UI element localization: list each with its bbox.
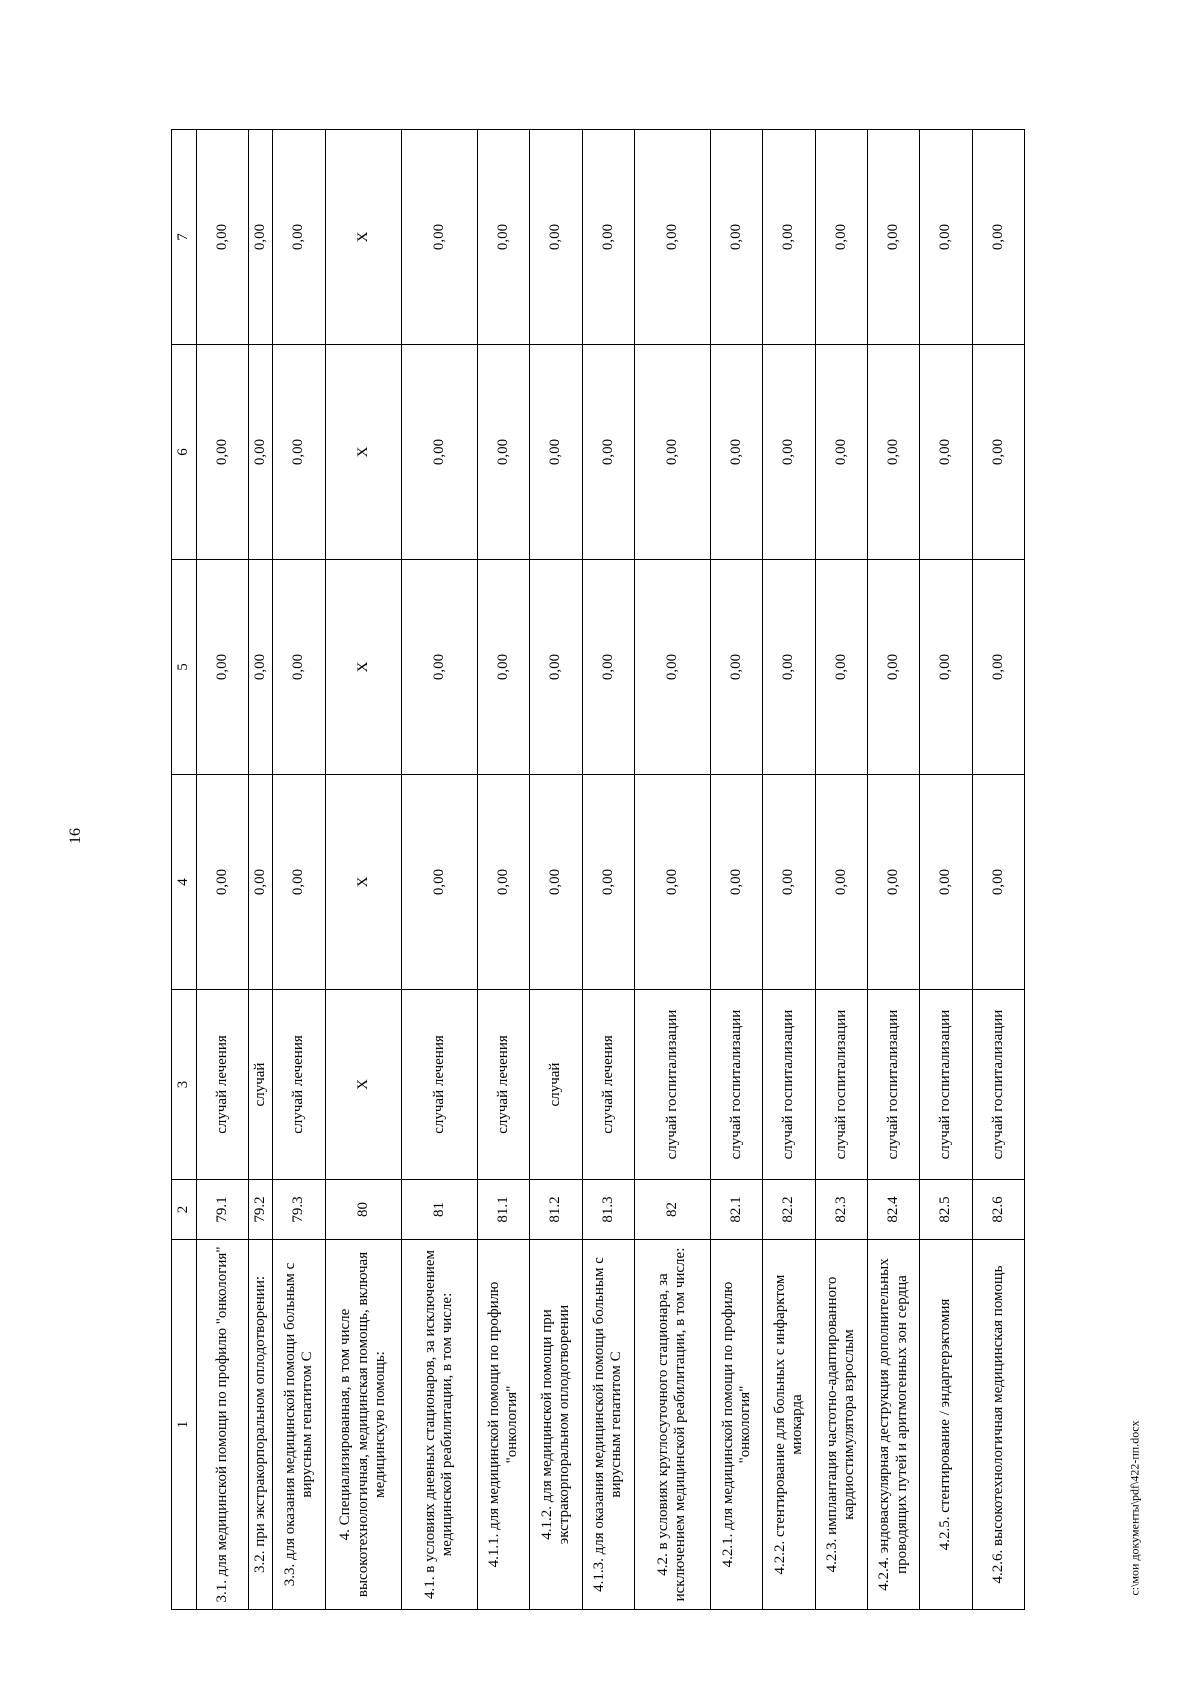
table-cell: 0,00	[582, 345, 634, 560]
table-row	[530, 130, 582, 1610]
footer-file-path: c:\мои документы\pdf\422-пп.docx	[1127, 1420, 1142, 1596]
table-cell: случай госпитализации	[634, 990, 710, 1180]
table-cell: 0,00	[763, 130, 815, 345]
table-cell: 79.1	[197, 1180, 249, 1240]
row-label-cell: 4.2.4. эндоваскулярная деструкция дополнительных проводящих путей и аритмогенных зон сердца	[867, 1240, 919, 1610]
table-cell: 0,00	[763, 775, 815, 990]
column-header: 4	[172, 775, 197, 990]
table-row	[815, 130, 867, 1610]
table-cell: 0,00	[634, 345, 710, 560]
table-cell: 82.6	[972, 1180, 1024, 1240]
table-cell: 0,00	[711, 775, 763, 990]
column-header: 6	[172, 345, 197, 560]
table-cell: 81	[401, 1180, 477, 1240]
table-row	[711, 130, 763, 1610]
table-row	[273, 130, 325, 1610]
table-row	[920, 130, 972, 1610]
row-label-cell: 3.3. для оказания медицинской помощи больным с вирусным гепатитом С	[273, 1240, 325, 1610]
row-label-cell: 4.2.5. стентирование / эндартерэктомия	[920, 1240, 972, 1610]
table-cell: случай госпитализации	[815, 990, 867, 1180]
table-cell: 0,00	[401, 560, 477, 775]
row-label-cell: 4.1. в условиях дневных стационаров, за исключением медицинской реабилитации, в том числе:	[401, 1240, 477, 1610]
table-cell: случай лечения	[582, 990, 634, 1180]
row-label-cell: 4.1.3. для оказания медицинской помощи больным с вирусным гепатитом С	[582, 1240, 634, 1610]
table-cell: 82.3	[815, 1180, 867, 1240]
table-row	[401, 130, 477, 1610]
table-cell: случай госпитализации	[763, 990, 815, 1180]
table-cell: случай лечения	[478, 990, 530, 1180]
table-cell: Х	[325, 130, 401, 345]
table-cell: 0,00	[273, 775, 325, 990]
table-cell: 79.3	[273, 1180, 325, 1240]
table-cell: 0,00	[197, 775, 249, 990]
table-cell: 0,00	[273, 345, 325, 560]
table-cell: 82.5	[920, 1180, 972, 1240]
row-label-cell: 3.2. при экстракорпоральном оплодотворении:	[249, 1240, 273, 1610]
table-cell: 0,00	[478, 775, 530, 990]
table-cell: 0,00	[478, 560, 530, 775]
table-cell: 81.2	[530, 1180, 582, 1240]
table-cell: 82	[634, 1180, 710, 1240]
table-cell: 0,00	[815, 130, 867, 345]
table-cell: 0,00	[711, 345, 763, 560]
table-cell: 0,00	[273, 130, 325, 345]
table-row	[634, 130, 710, 1610]
table-cell: 0,00	[197, 130, 249, 345]
row-label-cell: 4.2.2. стентирование для больных с инфарктом миокарда	[763, 1240, 815, 1610]
table-cell: 0,00	[711, 130, 763, 345]
table-cell: 0,00	[197, 560, 249, 775]
table-cell: 0,00	[815, 775, 867, 990]
table-cell: 0,00	[867, 130, 919, 345]
table-cell: Х	[325, 990, 401, 1180]
table-header-row	[172, 130, 197, 1610]
table-row	[582, 130, 634, 1610]
indicators-table	[171, 129, 1025, 1610]
table-cell: случай лечения	[197, 990, 249, 1180]
table-cell: 80	[325, 1180, 401, 1240]
row-label-cell: 4. Специализированная, в том числе высокотехнологичная, медицинская помощь, включая медицинскую помощь:	[325, 1240, 401, 1610]
table-row	[478, 130, 530, 1610]
table-cell: 79.2	[249, 1180, 273, 1240]
column-header: 2	[172, 1180, 197, 1240]
table-cell: 0,00	[634, 130, 710, 345]
table-cell: 0,00	[401, 345, 477, 560]
table-cell: 0,00	[249, 130, 273, 345]
table-cell: 0,00	[763, 560, 815, 775]
table-cell: 0,00	[920, 560, 972, 775]
table-cell: 0,00	[867, 775, 919, 990]
table-cell: случай госпитализации	[972, 990, 1024, 1180]
table-cell: 0,00	[815, 345, 867, 560]
table-cell: случай госпитализации	[867, 990, 919, 1180]
table-cell: 82.4	[867, 1180, 919, 1240]
column-header: 7	[172, 130, 197, 345]
table-cell: 0,00	[972, 345, 1024, 560]
table-cell: 0,00	[634, 775, 710, 990]
table-cell: 0,00	[867, 345, 919, 560]
table-cell: 0,00	[249, 775, 273, 990]
table-cell: 0,00	[711, 560, 763, 775]
table-cell: 0,00	[867, 560, 919, 775]
table-cell: Х	[325, 775, 401, 990]
table-cell: случай	[530, 990, 582, 1180]
row-label-cell: 4.1.2. для медицинской помощи при экстракорпоральном оплодотворении	[530, 1240, 582, 1610]
row-label-cell: 4.2.1. для медицинской помощи по профилю "онкология"	[711, 1240, 763, 1610]
column-header: 5	[172, 560, 197, 775]
table-cell: 0,00	[972, 560, 1024, 775]
table-cell: 0,00	[273, 560, 325, 775]
table-cell: 0,00	[582, 560, 634, 775]
table-row	[249, 130, 273, 1610]
table-cell: 0,00	[401, 775, 477, 990]
table-cell: 81.3	[582, 1180, 634, 1240]
table-cell: 0,00	[920, 345, 972, 560]
table-row	[763, 130, 815, 1610]
table-cell: 0,00	[763, 345, 815, 560]
table-cell: 0,00	[920, 130, 972, 345]
table-cell: 0,00	[478, 130, 530, 345]
table-cell: Х	[325, 560, 401, 775]
table-cell: случай лечения	[273, 990, 325, 1180]
column-header: 1	[172, 1240, 197, 1610]
table-cell: 0,00	[249, 560, 273, 775]
row-label-cell: 4.2.3. имплантация частотно-адаптированного кардиостимулятора взрослым	[815, 1240, 867, 1610]
table-cell: 0,00	[197, 345, 249, 560]
table-cell: 82.1	[711, 1180, 763, 1240]
table-cell: Х	[325, 345, 401, 560]
table-cell: 0,00	[972, 775, 1024, 990]
table-cell: 0,00	[530, 560, 582, 775]
table-cell: 0,00	[582, 130, 634, 345]
table-cell: 0,00	[920, 775, 972, 990]
table-cell: 0,00	[530, 345, 582, 560]
table-cell: 0,00	[530, 775, 582, 990]
row-label-cell: 4.2. в условиях круглосуточного стационара, за исключением медицинской реабилитации, в том числе:	[634, 1240, 710, 1610]
row-label-cell: 3.1. для медицинской помощи по профилю "онкология"	[197, 1240, 249, 1610]
table-row	[972, 130, 1024, 1610]
table-cell: 0,00	[478, 345, 530, 560]
table-cell: случай госпитализации	[920, 990, 972, 1180]
table-row	[867, 130, 919, 1610]
row-label-cell: 4.2.6. высокотехнологичная медицинская помощь	[972, 1240, 1024, 1610]
page-number: 16	[67, 828, 84, 844]
table-cell: случай госпитализации	[711, 990, 763, 1180]
table-body	[197, 130, 1025, 1610]
table-cell: 0,00	[815, 560, 867, 775]
table-cell: 0,00	[972, 130, 1024, 345]
table-cell: 81.1	[478, 1180, 530, 1240]
table-cell: случай	[249, 990, 273, 1180]
table-cell: 82.2	[763, 1180, 815, 1240]
table-cell: случай лечения	[401, 990, 477, 1180]
table-row	[197, 130, 249, 1610]
rotated-table-container	[171, 130, 1025, 1610]
table-cell: 0,00	[582, 775, 634, 990]
table-cell: 0,00	[401, 130, 477, 345]
table-cell: 0,00	[249, 345, 273, 560]
table-cell: 0,00	[634, 560, 710, 775]
column-header: 3	[172, 990, 197, 1180]
table-cell: 0,00	[530, 130, 582, 345]
table-row	[325, 130, 401, 1610]
row-label-cell: 4.1.1. для медицинской помощи по профилю "онкология"	[478, 1240, 530, 1610]
